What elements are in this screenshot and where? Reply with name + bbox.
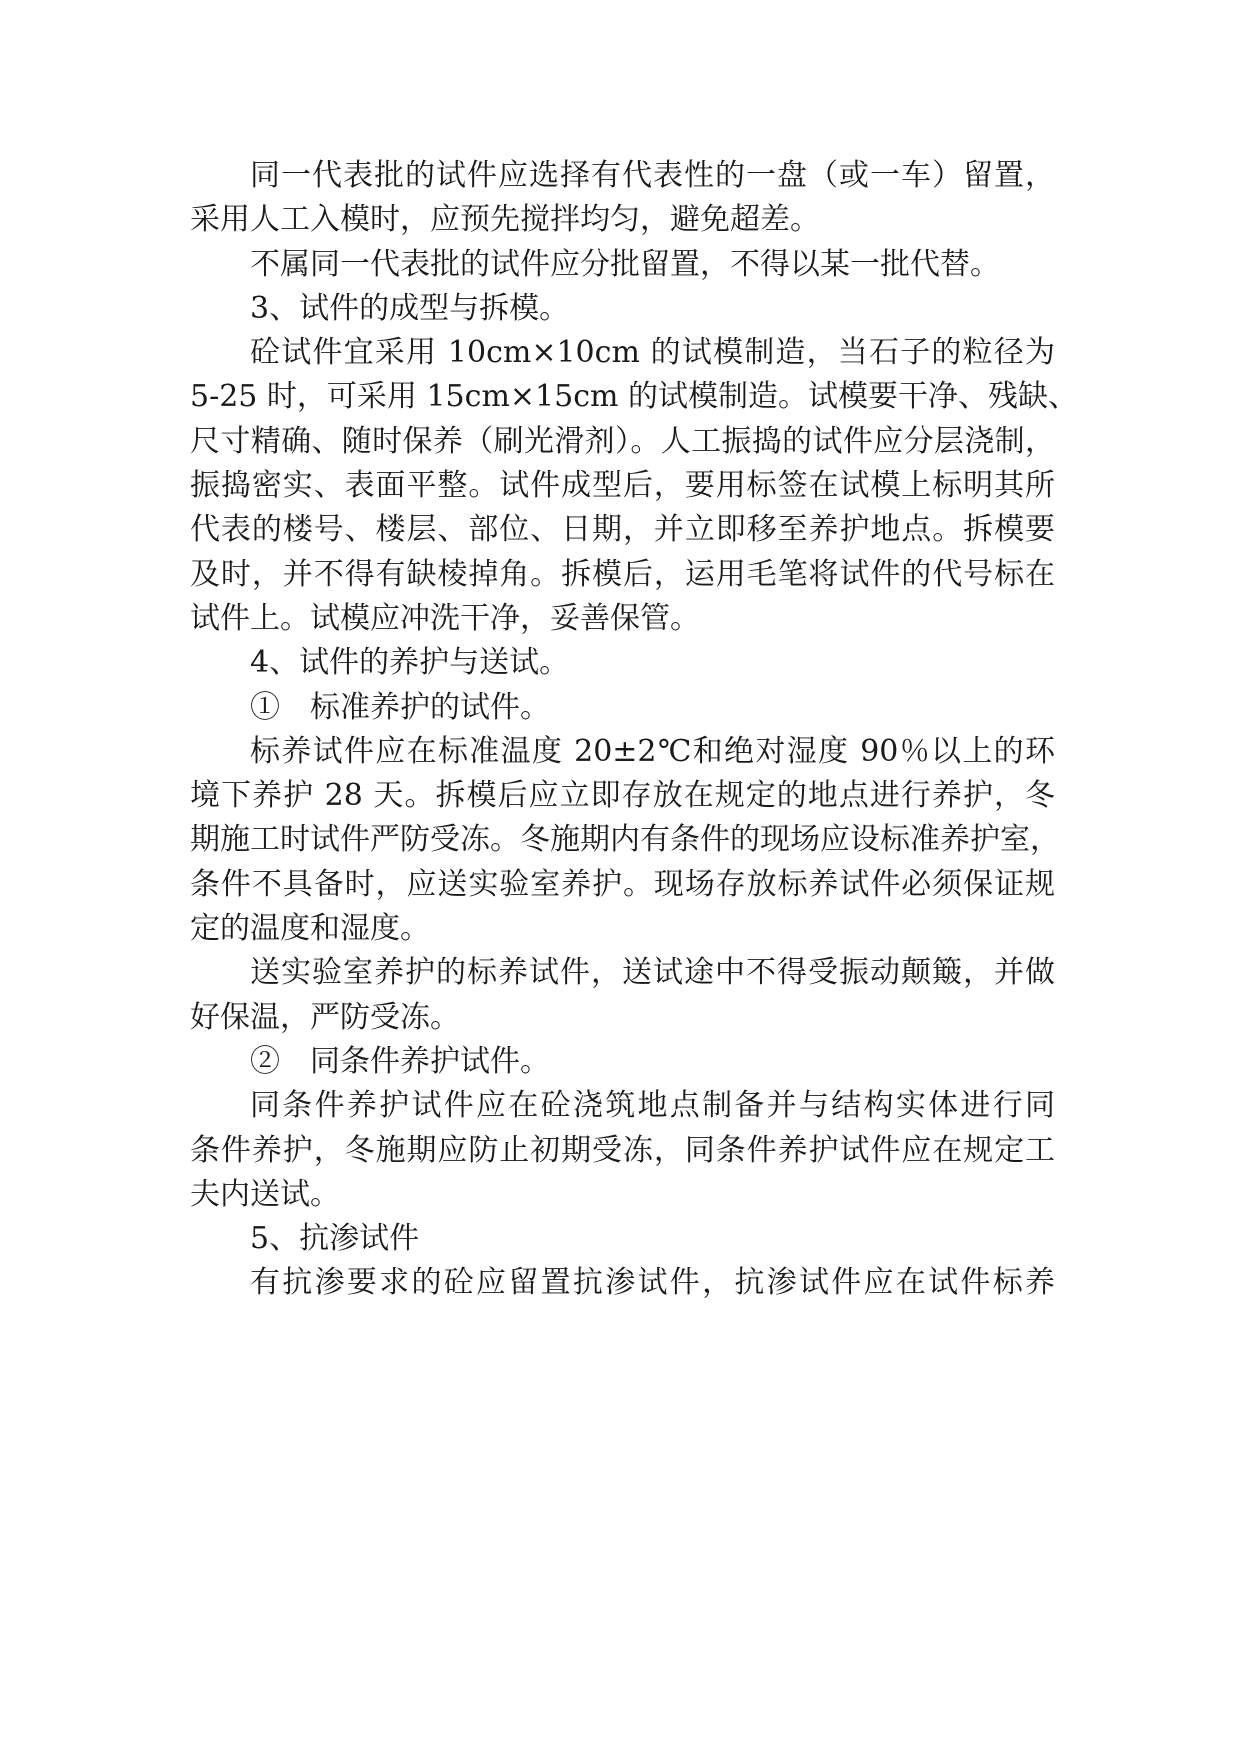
text-line: 境下养护 28 天。拆模后应立即存放在规定的地点进行养护，冬 [190, 778, 1055, 814]
document-page [190, 154, 1078, 1306]
text-line: 不属同一代表批的试件应分批留置，不得以某一批代替。 [250, 246, 1000, 282]
text-line: 尺寸精确、随时保养（刷光滑剂）。人工振捣的试件应分层浇制， [190, 423, 1055, 459]
text-line: 同一代表批的试件应选择有代表性的一盘（或一车）留置， [250, 158, 1055, 193]
text-line: 5-25 时，可采用 15cm×15cm 的试模制造。试模要干净、残缺、 [190, 379, 1078, 415]
text-line: 有抗渗要求的砼应留置抗渗试件，抗渗试件应在试件标养 [250, 1265, 1055, 1301]
text-line: 条件不具备时，应送实验室养护。现场存放标养试件必须保证规 [190, 866, 1055, 902]
text-line: 期施工时试件严防受冻。冬施期内有条件的现场应设标准养护室， [190, 822, 1060, 858]
text-line: 砼试件宜采用 10cm×10cm 的试模制造，当石子的粒径为 [250, 335, 1055, 371]
text-line: ① 标准养护的试件。 [250, 689, 550, 725]
text-line: 定的温度和湿度。 [190, 911, 430, 947]
text-line: 试件上。试模应冲洗干净，妥善保管。 [190, 600, 700, 636]
text-line: 5、抗渗试件 [250, 1221, 420, 1257]
text-line: 采用人工入模时，应预先搅拌均匀，避免超差。 [190, 202, 820, 238]
text-line: 代表的楼号、楼层、部位、日期，并立即移至养护地点。拆模要 [190, 512, 1055, 548]
text-line: ② 同条件养护试件。 [250, 1043, 550, 1079]
text-line: 及时，并不得有缺棱掉角。拆模后，运用毛笔将试件的代号标在 [190, 556, 1055, 592]
text-line: 夫内送试。 [190, 1176, 340, 1212]
text-line: 4、试件的养护与送试。 [250, 645, 570, 681]
text-line: 振捣密实、表面平整。试件成型后，要用标签在试模上标明其所 [190, 468, 1055, 504]
text-line: 3、试件的成型与拆模。 [250, 290, 570, 326]
text-line: 标养试件应在标准温度 20±2℃和绝对湿度 90％以上的环 [250, 733, 1055, 769]
text-line: 同条件养护试件应在砼浇筑地点制备并与结构实体进行同 [250, 1088, 1055, 1124]
text-line: 好保温，严防受冻。 [190, 999, 460, 1035]
text-line: 送实验室养护的标养试件，送试途中不得受振动颠簸，并做 [250, 955, 1055, 991]
text-line: 条件养护，冬施期应防止初期受冻，同条件养护试件应在规定工 [190, 1132, 1055, 1168]
